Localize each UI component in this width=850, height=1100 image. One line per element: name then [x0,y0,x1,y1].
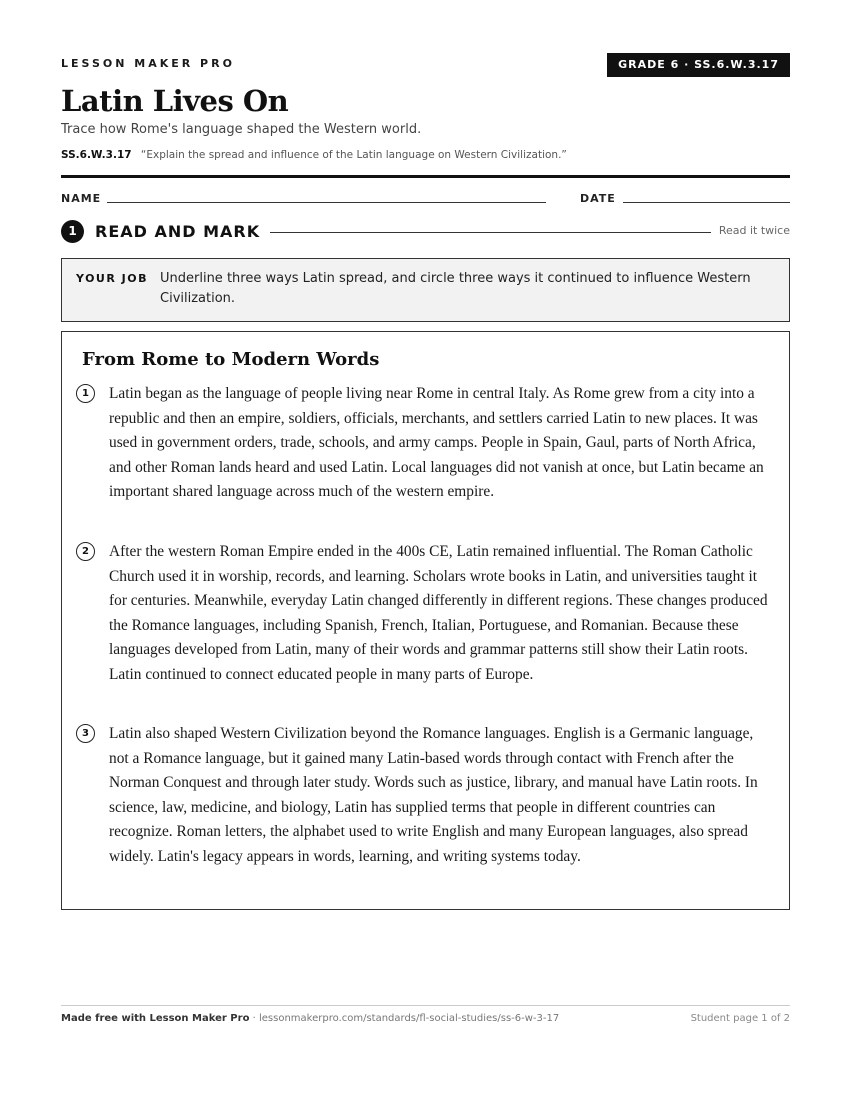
section-title: READ AND MARK [95,222,261,241]
date-label: DATE [580,192,616,205]
section-number-badge: 1 [61,220,84,243]
date-field[interactable] [623,202,790,203]
footer-divider [61,1005,790,1006]
section-note: Read it twice [718,224,790,237]
page-subtitle: Trace how Rome's language shaped the Western world. [61,122,422,137]
footer-credit [61,1013,559,1024]
reading-title: From Rome to Modern Words [82,349,380,370]
grade-badge: GRADE 6 · SS.6.W.3.17 [607,53,790,77]
name-label: NAME [61,192,102,205]
section-divider [270,232,711,233]
paragraph-number-badge: 1 [76,384,95,403]
job-text: Underline three ways Latin spread, and circle three ways it continued to influence Western Civilization. [160,271,751,306]
footer-page-number: Student page 1 of 2 [690,1013,790,1024]
paragraph-number-badge: 2 [76,542,95,561]
paragraph-text: After the western Roman Empire ended in the 400s CE, Latin remained influential. The Roman Catholic Church used it in worship, records, and learning. Scholars wrote books in Latin, and universities taught it for centuries. Meanwhile, everyday Latin changed differently in different regions. These changes produced the Romance languages, including Spanish, French, Italian, Portuguese, and Romanian. Because these languages developed from Latin, many of their words and grammar patterns still show their Latin roots. Latin continued to connect educated people in many parts of Europe. [109,543,768,683]
brand-name: LESSON MAKER PRO [61,57,235,70]
paragraph-text: Latin also shaped Western Civilization beyond the Romance languages. English is a Germanic language, not a Romance language, but it gained many Latin-based words through contact with French after the Norman Conquest and through later study. Words such as justice, library, and manual have Latin roots. In science, law, medicine, and biology, Latin has supplied terms that people in different countries can recognize. Roman letters, the alphabet used to write English and many European languages, also spread widely. Latin's legacy appears in words, learning, and writing systems today. [109,725,758,865]
footer-made-with: Made free with Lesson Maker Pro [61,1013,250,1024]
standard-text: “Explain the spread and influence of the Latin language on Western Civilization.” [140,149,567,161]
footer-url-link[interactable]: lessonmakerpro.com/standards/fl-social-studies/ss-6-w-3-17 [258,1013,560,1024]
standard-code: SS.6.W.3.17 [61,149,132,161]
standard-line [61,149,567,161]
header-divider [61,175,790,178]
name-date-row [61,192,790,208]
section-header [61,220,790,244]
job-instructions-box [61,258,790,322]
job-label: YOUR JOB [76,272,148,285]
page-title: Latin Lives On [61,84,289,118]
reading-passage-box [61,331,790,910]
footer-separator: · [249,1013,259,1024]
name-field[interactable] [107,202,546,203]
paragraph-text: Latin began as the language of people living near Rome in central Italy. As Rome grew from a city into a republic and then an empire, soldiers, officials, merchants, and settlers carried Latin to new places. It was used in government orders, trade, schools, and army camps. People in Spain, Gaul, parts of North Africa, and other Roman lands heard and used Latin. Local languages did not vanish at once, but Latin became an important shared language across much of the western empire. [109,385,764,501]
paragraph-number-badge: 3 [76,724,95,743]
